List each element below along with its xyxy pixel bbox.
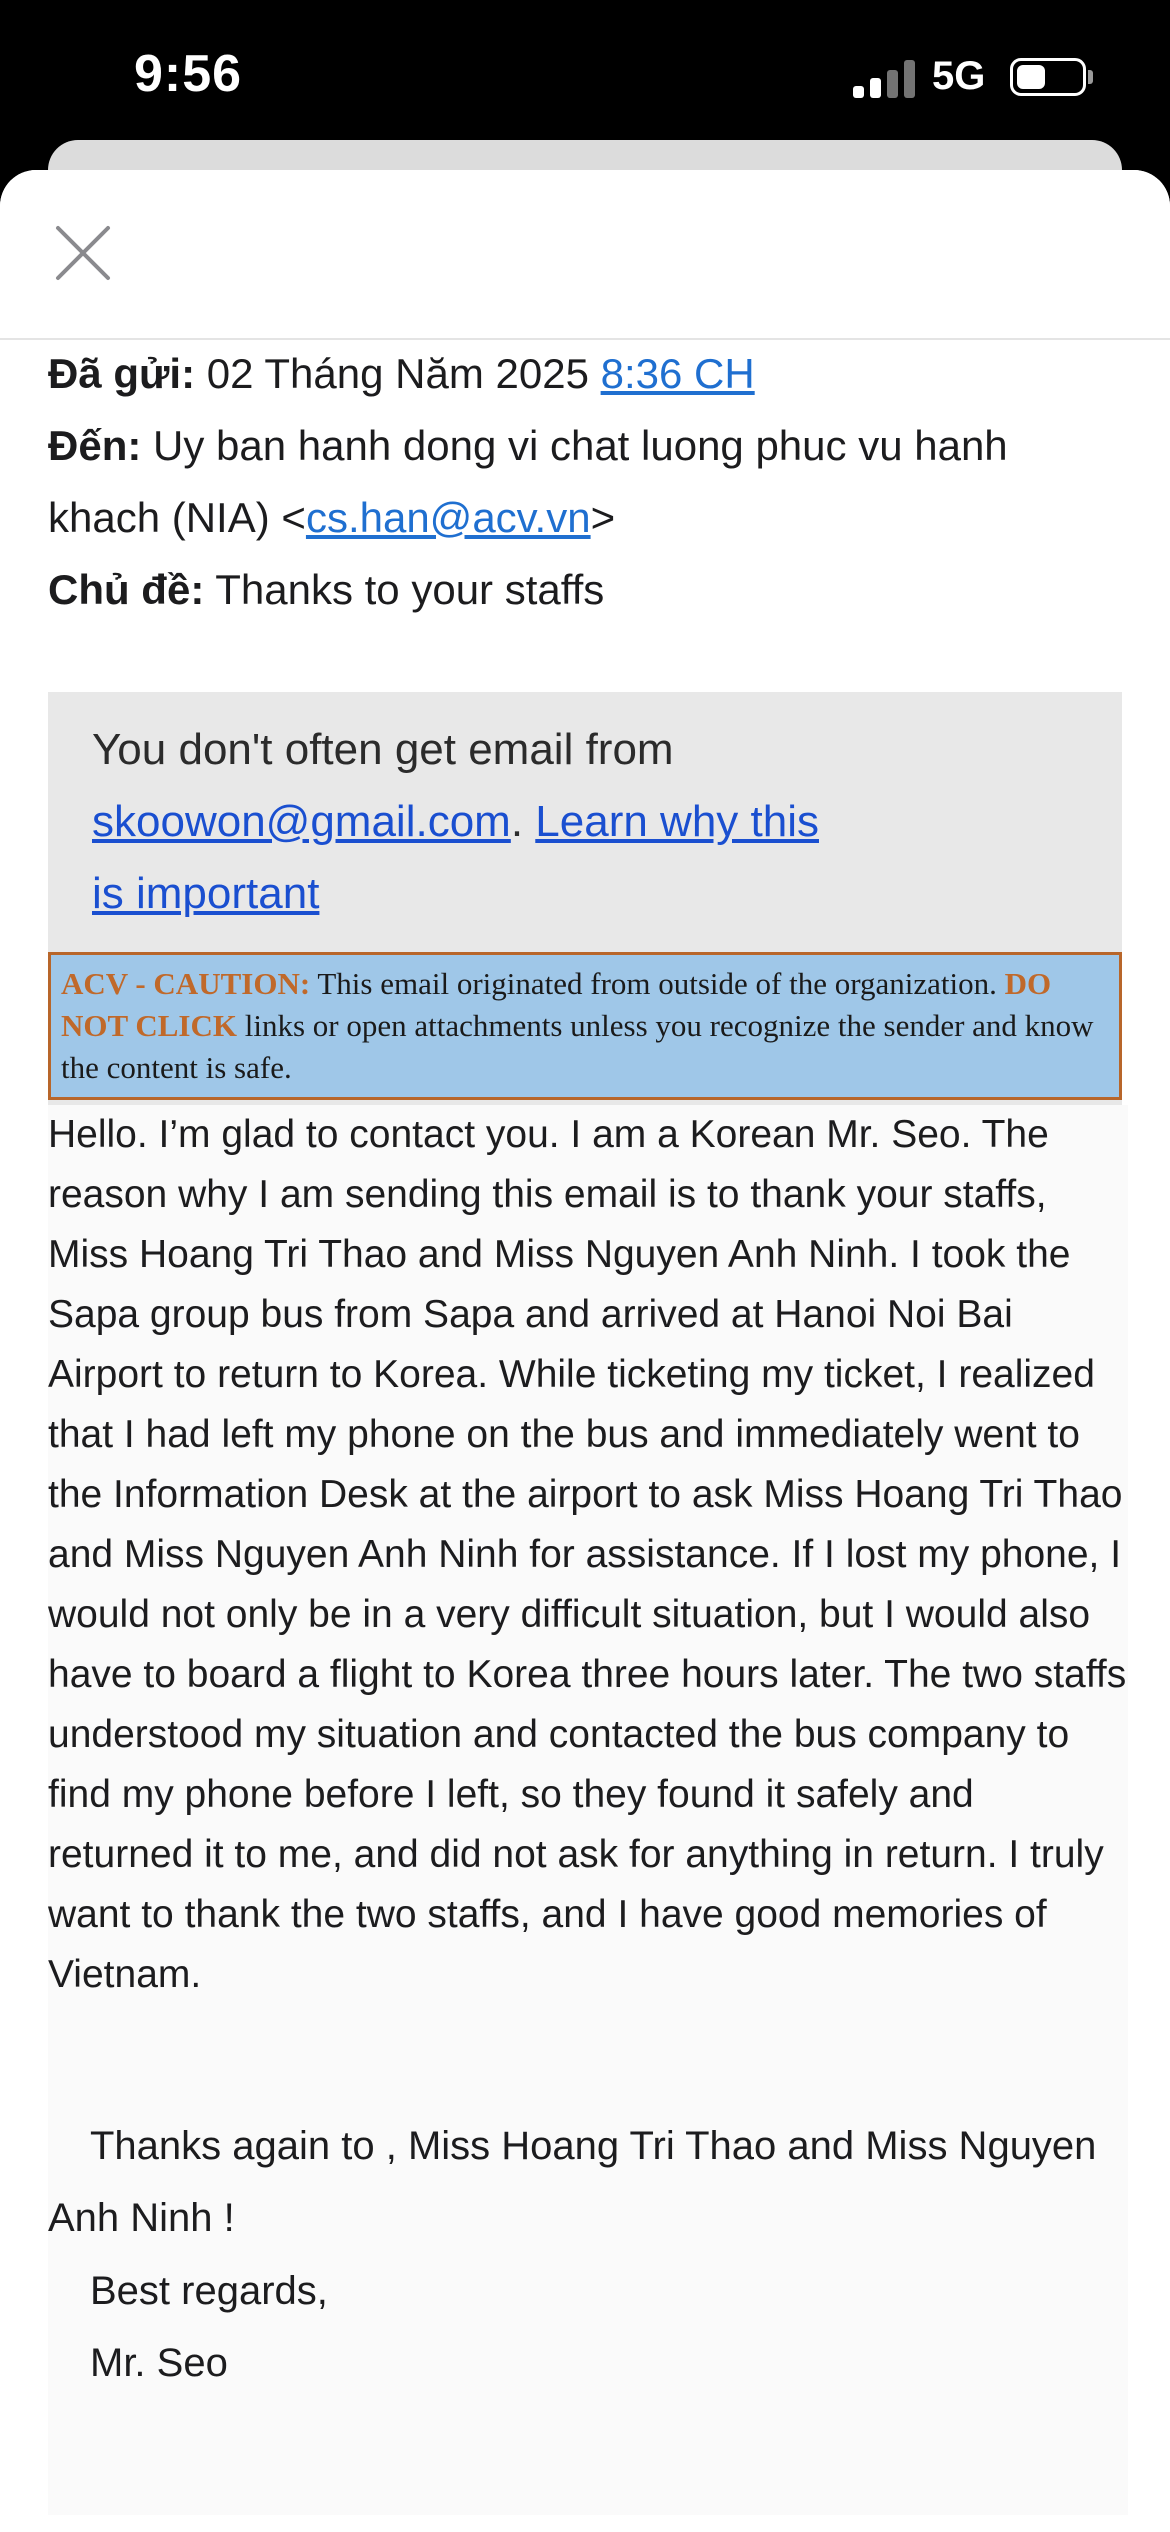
sent-time-link[interactable]: 8:36 CH: [600, 350, 755, 397]
battery-icon: [1010, 58, 1086, 96]
sent-label: Đã gửi:: [48, 350, 196, 397]
subject-row: [48, 554, 1128, 626]
body-paragraph: Hello. I’m glad to contact you. I am a Korean Mr. Seo. The reason why I am sending this email is to thank your staffs, Miss Hoang Tri Thao and Miss Nguyen Anh Ninh. I took the Sapa group bus from Sapa and arrived at Hanoi Noi Bai Airport to return to Korea. While ticketing my ticket, I realized that I had left my phone on the bus and immediately went to the Information Desk at the airport to ask Miss Hoang Tri Thao and Miss Nguyen Anh Ninh for assistance. If I lost my phone, I would not only be in a very difficult situation, but I would also have to board a flight to Korea three hours later. The two staffs understood my situation and contacted the bus company to find my phone before I left, so they found it safely and returned it to me, and did not ask for anything in return. I truly want to thank the two staffs, and I have good memories of Vietnam.: [48, 1113, 1127, 1996]
to-suffix: >: [590, 494, 616, 541]
caution-banner: [48, 952, 1122, 1100]
sent-row: [48, 338, 1128, 410]
status-bar: [0, 0, 1170, 150]
to-email-link[interactable]: cs.han@acv.vn: [305, 494, 591, 541]
to-label: Đến:: [48, 422, 142, 469]
battery-fill: [1017, 65, 1045, 89]
network-label: 5G: [932, 54, 986, 98]
caution-text-1: This email originated from outside of the organization.: [310, 966, 1005, 1001]
sheet-header: [0, 170, 1170, 340]
notice-message: You don't often get email from: [92, 725, 674, 774]
to-row: [48, 410, 1128, 554]
email-sheet: [0, 170, 1170, 2532]
close-icon[interactable]: [52, 222, 114, 284]
to-name: Uy ban hanh dong vi chat luong phuc vu hanh khach (NIA) <: [48, 422, 1008, 541]
learn-why-link[interactable]: Learn why this is important: [92, 797, 819, 918]
caution-warning: DO NOT CLICK: [61, 966, 1052, 1043]
signal-icon: [853, 60, 915, 98]
subject-label: Chủ đề:: [48, 566, 205, 613]
signature-line: Mr. Seo: [90, 2341, 228, 2385]
subject-text: Thanks to your staffs: [215, 566, 605, 613]
sent-date: 02 Tháng Năm 2025: [206, 350, 589, 397]
notice-text: [92, 714, 852, 930]
thanks-line: Thanks again to , Miss Hoang Tri Thao and Miss Nguyen Anh Ninh !: [48, 2124, 1097, 2240]
caution-text-2: links or open attachments unless you recognize the sender and know the content is safe.: [61, 1008, 1094, 1085]
email-body: [48, 1105, 1128, 2515]
caution-label: ACV - CAUTION:: [61, 966, 311, 1001]
sender-email-link[interactable]: skoowon@gmail.com: [92, 797, 511, 846]
battery-cap: [1088, 70, 1093, 84]
status-time: 9:56: [134, 45, 243, 103]
regards-line: Best regards,: [90, 2269, 328, 2313]
notice-period: .: [510, 797, 536, 846]
